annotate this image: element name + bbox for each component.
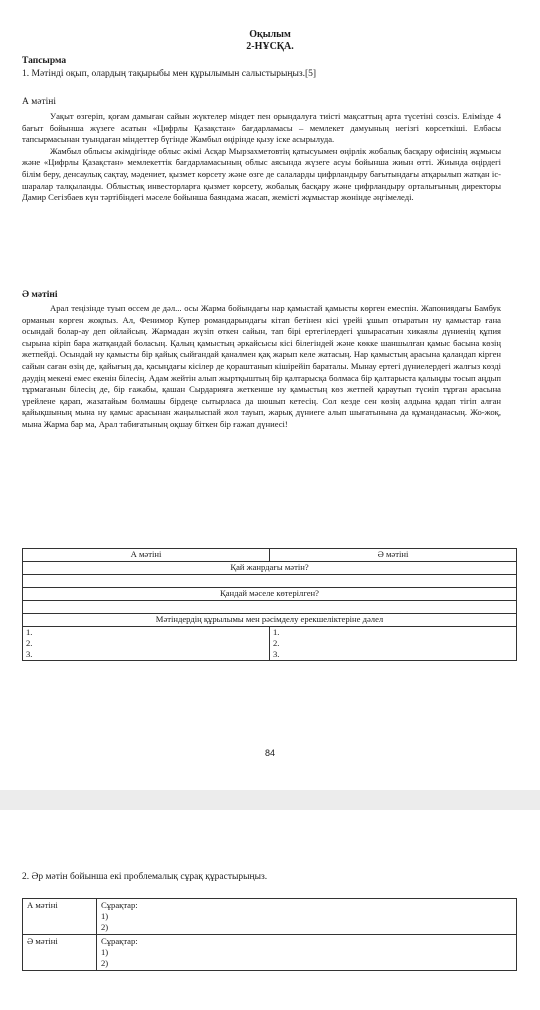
variant-label: 2-НҰСҚА. [246, 41, 294, 52]
page-title: Оқылым [249, 29, 291, 40]
page-2 [0, 810, 540, 1010]
list-item: 3. [26, 649, 33, 659]
list-item: 3. [273, 649, 280, 659]
text-a-paragraph-2: Жамбыл облысы әкімдігінде облыс әкімі Асқар Мырзахметовтің қатысуымен өңірлік жобалық басқару офисінің жұмысы және «Цифрлы Қазақстан» мемлекеттік бағдарламасының облыс аясында жүзеге асуы бойынша жиын өтті. Жиында өңірдегі білім беру, денсаулық сақтау, мәдениет, қызмет көрсету және өзге де салаларды цифрландыру бағытындағы атқарылып жатқан іс-шаралар талқыланды. Облыстық инвесторларға қызмет көрсету, жобалық басқару және цифрландыру орталығының директоры Дамир Сегізбаев күн тәртібіндегі мәселе бойынша баяндама жасап, жемісті жұмыстар жөнінде әңгімеледі. [22, 145, 501, 203]
answer-cell-genre[interactable] [23, 575, 517, 588]
comparison-table [22, 548, 517, 661]
task-label: Тапсырма [22, 56, 67, 66]
text-b-body [22, 303, 501, 431]
list-item: 2. [273, 638, 280, 648]
text-b-title: Ә мәтіні [22, 290, 58, 300]
page-number: 84 [264, 748, 275, 758]
questions-table [22, 898, 517, 971]
text-b-paragraph-1: Арал теңізінде туып өссем де дәл... осы Жарма бойындағы нар қамыстай қамысты көрген емеспін. Жапониядағы Бамбук орманын көрген жоқпыз. Ал, Фенимор Купер романдарындағы кітап бетінен кісі үрейі ұшып отыратын ну қамыстар ғана осындай болар-ау деп ойлайсың. Жармадан жүзіп өткен сайын, тап бірі ертегілердегі ұшырасатын хикаялы дүниенің құпия сырына кіріп бара жатқандай боласың. Қалың қамыстың әркайсысы кісі білегіндей және көкке шаншылған қамыс басына көзің жетпейді. Осындай ну қамысты бір қайық сыйғандай қаналмен қақ жарып келе жатасың. Нар қамыстың арасына қаландап кірген сайын саған өзің де, қайығың да, қасыңдағы кісілер де қораштанып кішірейіп бараталы. Мынау ертегі дүниелердегі жалғыз көзді дәудің мекені емес екенін білесің. Адам жейтін алып жыртқыштың бір қалтарысқа болмаса бір қалтарыста қалыңды тосып аңдып тұрмағанын білесің де, бір ғажабы, қашан Сырдарияға жеткенше ну қамыстың көз жетпей қараутып түсиіп тұрған арасына үрейлене қарап, жазатайым болмашы бірдеңе сытырласа да шошып кетесің. Сол кезде сен көзің алдына қадап тігіп алған қайықшының мына ну қамыс арасынан жаңылыспай жол тауып, жарық дүниеге алып шығатынына да құманданасың. Жо-жоқ, мына Жарма бар ма, Арал табиғатының оқшау біткен бір ғажап дүниесі! [22, 303, 501, 429]
header-text-a: А мәтіні [23, 549, 270, 562]
list-item: 2. [26, 638, 33, 648]
question-2: 2) [101, 958, 109, 968]
row-label-text-a: А мәтіні [23, 899, 97, 935]
row-genre-question: Қай жанрдағы мәтін? [23, 562, 517, 575]
questions-label: Сұрақтар: [101, 936, 138, 946]
row-label-text-b: Ә мәтіні [23, 935, 97, 971]
question-2: 2) [101, 922, 109, 932]
task-1-instruction: 1. Мәтінді оқып, олардың тақырыбы мен құрылымын салыстырыңыз.[5] [22, 69, 317, 79]
header-text-b: Ә мәтіні [270, 549, 517, 562]
row-problem-question: Қандай мәселе көтерілген? [23, 588, 517, 601]
questions-label: Сұрақтар: [101, 900, 138, 910]
text-a-paragraph-1: Уақыт өзгеріп, қоғам дамыған сайын жүктелер міндет пен орындалуға тиісті мақсаттың арта түсетіні сөзсіз. Елімізде 4 бағыт бойынша жүзеге асатын «Цифрлы Қазақстан» бағдарламасы – мемлекет дамуының негізгі көрсеткіші. Елбасы тапсырмасынан туындаған міндеттер бүгінде Жамбыл өңірінде қызу іске асырылуда. [22, 111, 501, 145]
task-2-instruction: 2. Әр мәтін бойынша екі проблемалық сұрақ құрастырыңыз. [22, 872, 268, 882]
list-item: 1. [273, 627, 280, 637]
row-structure-question: Мәтіндердің құрылымы мен рәсімделу ерекшеліктеріне дәлел [23, 614, 517, 627]
question-1: 1) [101, 911, 109, 921]
text-a-title: А мәтіні [22, 97, 56, 107]
questions-cell-a[interactable] [97, 899, 517, 935]
list-item: 1. [26, 627, 33, 637]
text-a-body [22, 111, 501, 204]
page-gap [0, 790, 540, 810]
answer-cell-problem[interactable] [23, 601, 517, 614]
answer-cell-structure-a[interactable] [23, 627, 270, 661]
answer-cell-structure-b[interactable] [270, 627, 517, 661]
question-1: 1) [101, 947, 109, 957]
questions-cell-b[interactable] [97, 935, 517, 971]
